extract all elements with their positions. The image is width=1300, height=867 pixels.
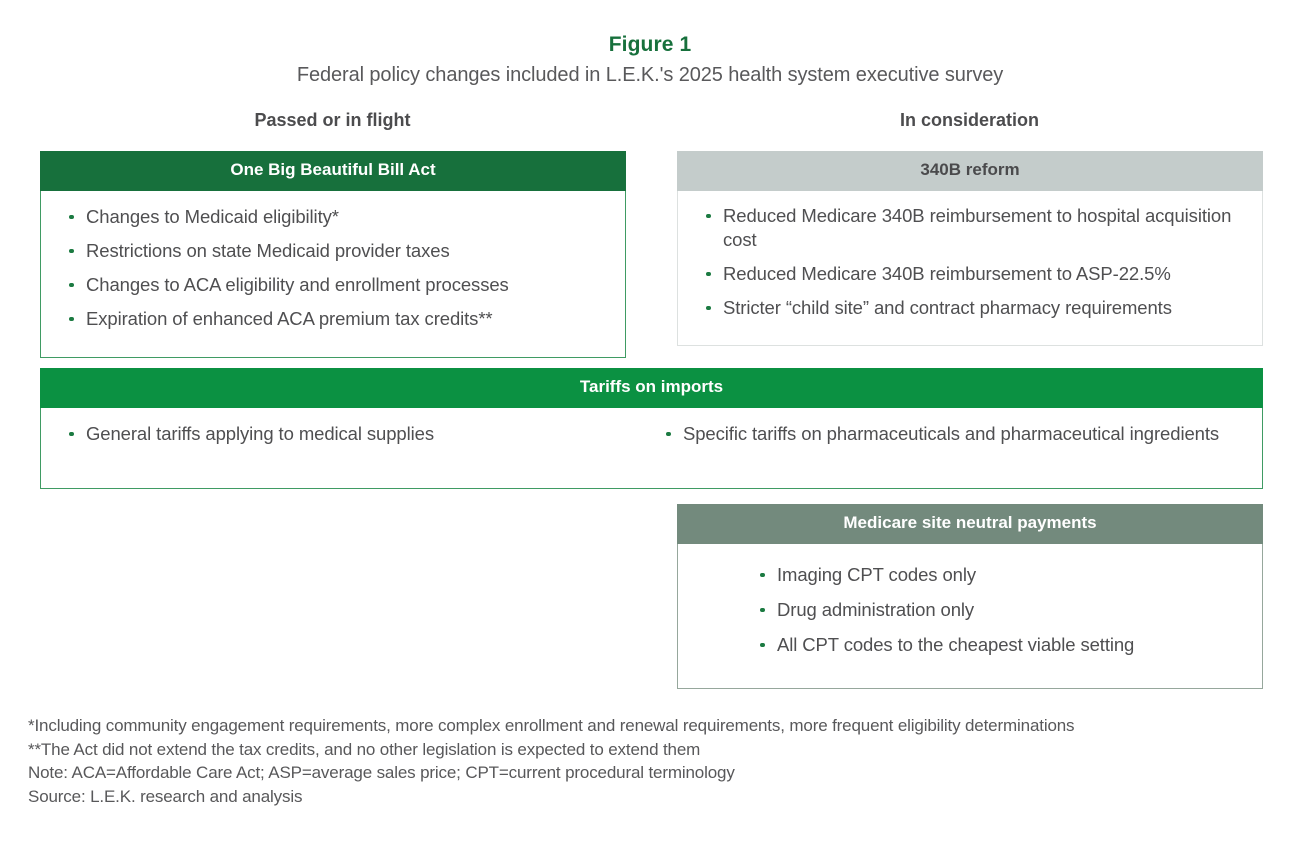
list-item: Specific tariffs on pharmaceuticals and pharmaceutical ingredients (652, 422, 1247, 446)
bullet-list-tariffs-right (652, 422, 1247, 446)
list-item: Drug administration only (692, 598, 1248, 622)
footnote-double-asterisk: **The Act did not extend the tax credits, and no other legislation is expected to extend them (28, 739, 701, 759)
footnote-source: Source: L.E.K. research and analysis (28, 786, 303, 806)
column-header-passed-or-in-flight: Passed or in flight (254, 110, 411, 130)
card-340b-reform (677, 151, 1263, 346)
list-item: Expiration of enhanced ACA premium tax credits** (55, 307, 611, 331)
list-item: Stricter “child site” and contract pharmacy requirements (692, 296, 1248, 320)
bullet-list-tariffs-left (55, 422, 624, 446)
bullet-list-340b-reform (692, 204, 1248, 320)
bullet-list-site-neutral (692, 563, 1248, 657)
card-one-big-beautiful-bill-act (40, 151, 626, 358)
card-body-tariffs-on-imports (40, 408, 1263, 489)
figure-subtitle: Federal policy changes included in L.E.K.'s 2025 health system executive survey (296, 64, 1004, 86)
bullet-list-obbba (55, 205, 611, 331)
list-item: Reduced Medicare 340B reimbursement to ASP-22.5% (692, 262, 1248, 286)
footnote-note: Note: ACA=Affordable Care Act; ASP=average sales price; CPT=current procedural terminology (28, 763, 735, 782)
footnote-asterisk: *Including community engagement requirements, more complex enrollment and renewal requirements, more frequent eligibility determinations (28, 716, 1075, 735)
card-medicare-site-neutral-payments (677, 504, 1263, 689)
footnotes-block (28, 714, 1273, 808)
card-title-tariffs-on-imports: Tariffs on imports (40, 368, 1263, 408)
tariffs-column-left (41, 408, 638, 488)
card-title-medicare-site-neutral-payments: Medicare site neutral payments (677, 504, 1263, 544)
list-item: Imaging CPT codes only (692, 563, 1248, 587)
card-body-medicare-site-neutral-payments (677, 544, 1263, 689)
list-item: General tariffs applying to medical supplies (55, 422, 624, 446)
list-item: Changes to Medicaid eligibility* (55, 205, 611, 229)
card-body-obbba (40, 191, 626, 358)
list-item: All CPT codes to the cheapest viable setting (692, 633, 1248, 657)
card-tariffs-on-imports (40, 368, 1263, 489)
list-item: Changes to ACA eligibility and enrollment processes (55, 273, 611, 297)
card-title-obbba: One Big Beautiful Bill Act (40, 151, 626, 191)
column-header-in-consideration: In consideration (899, 110, 1040, 130)
card-title-340b-reform: 340B reform (677, 151, 1263, 191)
tariffs-column-right (638, 408, 1261, 488)
figure-title: Figure 1 (608, 33, 692, 56)
list-item: Restrictions on state Medicaid provider taxes (55, 239, 611, 263)
card-body-340b-reform (677, 191, 1263, 346)
list-item: Reduced Medicare 340B reimbursement to hospital acquisition cost (692, 204, 1248, 252)
